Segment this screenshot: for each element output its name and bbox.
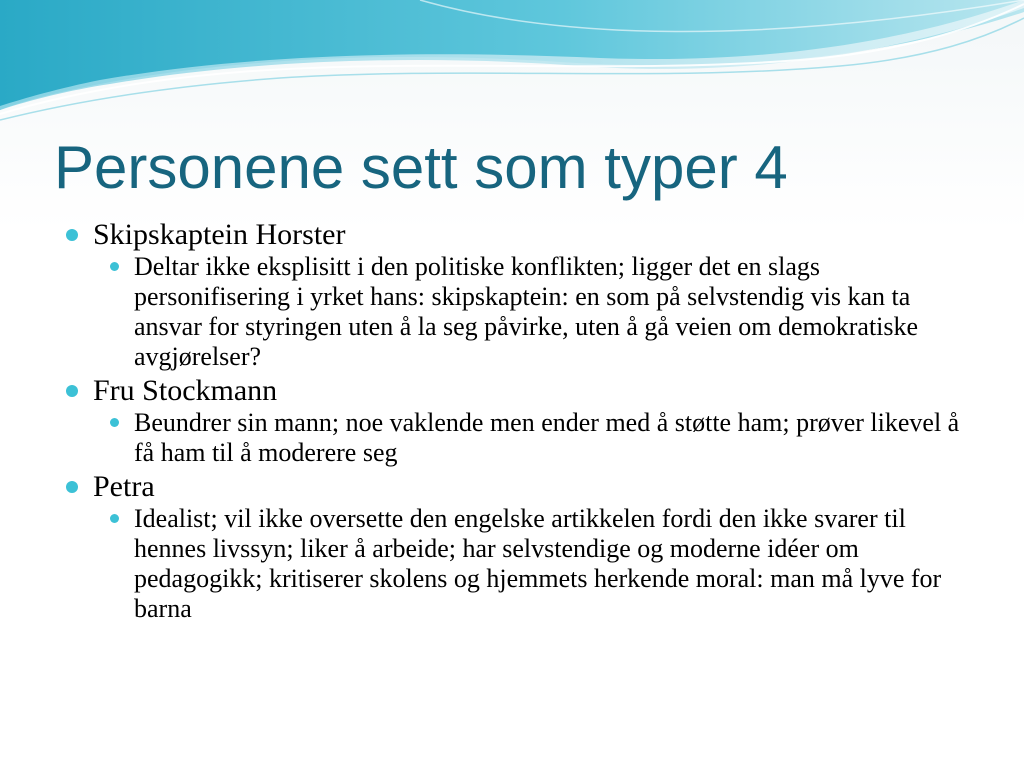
item-heading: Skipskaptein Horster (93, 218, 346, 251)
bullet-list (58, 218, 968, 624)
bullet-icon (110, 514, 119, 523)
sub-list-item (58, 252, 968, 372)
bullet-icon (110, 262, 119, 271)
sub-list-item (58, 408, 968, 468)
item-heading: Fru Stockmann (93, 374, 278, 407)
sub-list-item (58, 504, 968, 624)
item-heading: Petra (93, 470, 155, 503)
list-item (58, 374, 968, 408)
list-item (58, 218, 968, 252)
bullet-icon (110, 418, 119, 427)
wave-decoration (0, 0, 1024, 130)
item-text: Deltar ikke eksplisitt i den politiske konflikten; ligger det en slags personifisering i yrket hans: skipskaptein: en som på selvstendig vis kan ta ansvar for styringen uten å la seg påvirke, uten å gå veien om demokratiske avgjørelser? (134, 252, 919, 371)
list-item (58, 470, 968, 504)
item-text: Idealist; vil ikke oversette den engelske artikkelen fordi den ikke svarer til hennes livssyn; liker å arbeide; har selvstendige og moderne idéer om pedagogikk; kritiserer skolens og hjemmets herkende moral: man må lyve for barna (134, 504, 942, 623)
bullet-icon (66, 481, 78, 493)
bullet-icon (66, 385, 78, 397)
slide-title: Personene sett som typer 4 (54, 134, 788, 201)
item-text: Beundrer sin mann; noe vaklende men ender med å støtte ham; prøver likevel å få ham til å moderere seg (134, 408, 960, 467)
bullet-icon (66, 229, 78, 241)
